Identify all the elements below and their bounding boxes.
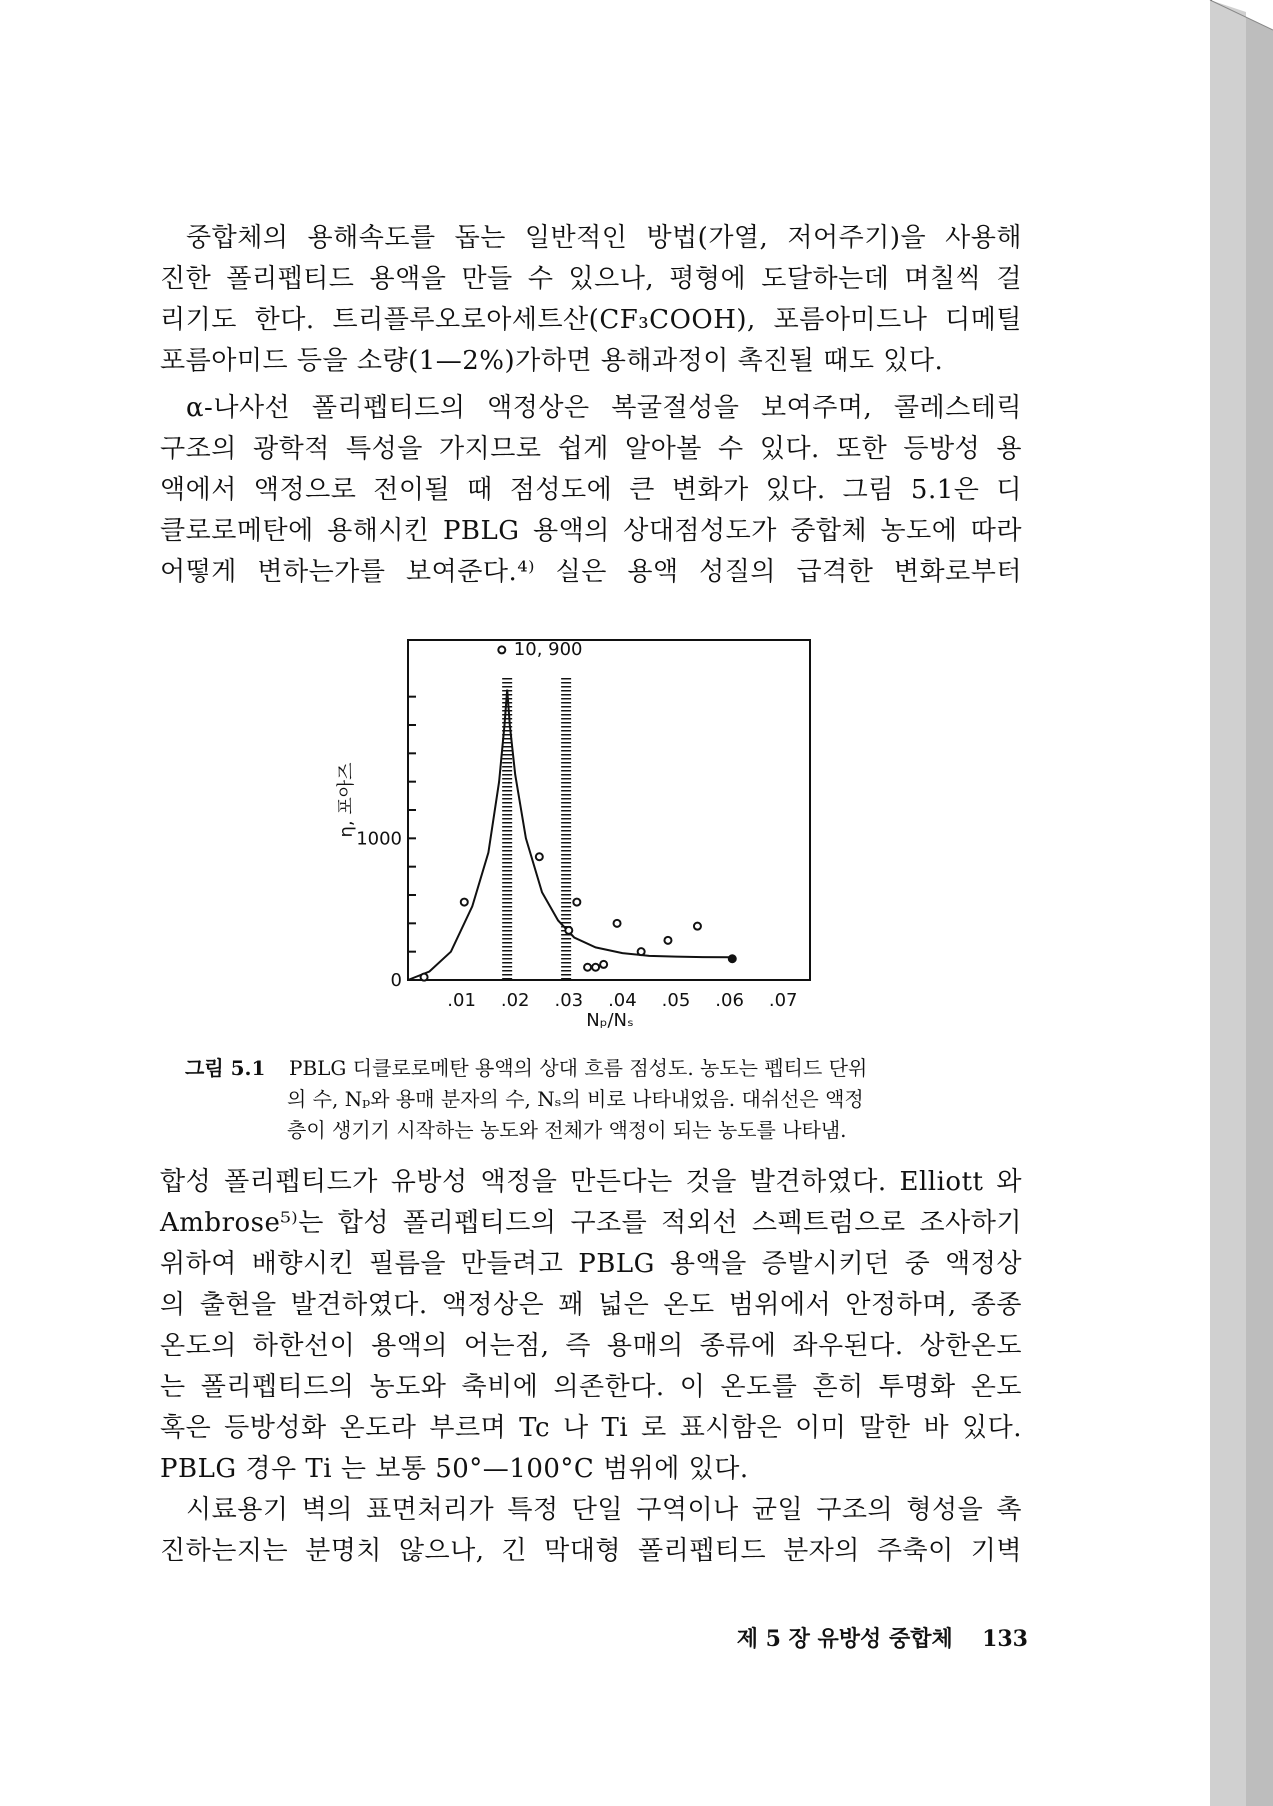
x-tick-label: .07 bbox=[768, 990, 798, 1011]
text-line: 진한 폴리펩티드 용액을 만들 수 있으나, 평형에 도달하는데 며칠씩 걸 bbox=[160, 264, 1022, 294]
text-line: 리기도 한다. 트리플루오로아세트산(CF₃COOH), 포름아미드나 디메틸 bbox=[160, 305, 1022, 335]
x-tick-label: .03 bbox=[554, 990, 584, 1011]
caption-line: 의 수, Nₚ와 용매 분자의 수, Nₛ의 비로 나타내었음. 대쉬선은 액정 bbox=[287, 1087, 864, 1111]
x-tick-label: .01 bbox=[447, 990, 476, 1011]
x-axis-label: Nₚ/Nₛ bbox=[586, 1010, 634, 1031]
x-tick-label: .02 bbox=[500, 990, 530, 1011]
data-point bbox=[694, 923, 701, 930]
data-point bbox=[421, 974, 428, 981]
chapter-title: 제 5 장 유방성 중합체 bbox=[736, 1626, 953, 1652]
viscosity-chart bbox=[330, 630, 850, 1050]
figure-caption bbox=[185, 1053, 1025, 1146]
y-tick-label: 1000 bbox=[356, 828, 402, 850]
page-edge-shadow bbox=[1196, 0, 1273, 1806]
data-point bbox=[638, 948, 645, 955]
text-line: 구조의 광학적 특성을 가지므로 쉽게 알아볼 수 있다. 또한 등방성 용 bbox=[160, 434, 1022, 464]
plot-frame bbox=[408, 640, 810, 980]
text-line: 시료용기 벽의 표면처리가 특정 단일 구역이나 균일 구조의 형성을 촉 bbox=[186, 1495, 1022, 1525]
x-tick-label: .05 bbox=[661, 990, 691, 1011]
y-minor-ticks bbox=[408, 697, 416, 980]
data-point bbox=[584, 964, 591, 971]
y-tick-labels bbox=[356, 828, 402, 991]
data-point bbox=[565, 927, 572, 934]
dashed-lines bbox=[507, 678, 566, 980]
caption-line: PBLG 디클로로메탄 용액의 상대 흐름 점성도. 농도는 펩티드 단위 bbox=[289, 1056, 868, 1080]
text-line: 혹은 등방성화 온도라 부르며 Tc 나 Ti 로 표시함은 이미 말한 바 있다. bbox=[160, 1413, 1022, 1443]
y-tick-label: 0 bbox=[390, 970, 402, 991]
page-number: 133 bbox=[982, 1626, 1028, 1652]
text-line: 어떻게 변하는가를 보여준다.⁴⁾ 실은 용액 성질의 급격한 변화로부터 bbox=[160, 557, 1022, 587]
data-point bbox=[461, 899, 468, 906]
text-line: 의 출현을 발견하였다. 액정상은 꽤 넓은 온도 범위에서 안정하며, 종종 bbox=[160, 1290, 1022, 1320]
outlier-label: 10, 900 bbox=[513, 638, 583, 660]
data-point bbox=[592, 964, 599, 971]
text-line: α-나사선 폴리펩티드의 액정상은 복굴절성을 보여주며, 콜레스테릭 bbox=[186, 393, 1022, 423]
data-point bbox=[664, 937, 671, 944]
caption-label: 그림 5.1 bbox=[185, 1056, 266, 1080]
text-line: 는 폴리펩티드의 농도와 축비에 의존한다. 이 온도를 흔히 투명화 온도 bbox=[160, 1372, 1022, 1402]
data-point bbox=[729, 955, 736, 962]
text-line: 진하는지는 분명치 않으나, 긴 막대형 폴리펩티드 분자의 주축이 기벽 bbox=[160, 1536, 1022, 1566]
caption-line: 층이 생기기 시작하는 농도와 전체가 액정이 되는 농도를 나타냄. bbox=[287, 1118, 847, 1142]
text-line: 위하여 배향시킨 필름을 만들려고 PBLG 용액을 증발시키던 중 액정상 bbox=[160, 1249, 1022, 1279]
paragraph-3 bbox=[160, 1162, 1022, 1490]
text-line: 포름아미드 등을 소량(1—2%)가하면 용해과정이 촉진될 때도 있다. bbox=[160, 346, 944, 376]
y-axis-label: η, 포아즈 bbox=[336, 762, 357, 838]
paragraph-4 bbox=[160, 1490, 1022, 1572]
paragraph-2 bbox=[160, 388, 1022, 593]
data-point bbox=[536, 853, 543, 860]
text-line: 액에서 액정으로 전이될 때 점성도에 큰 변화가 있다. 그림 5.1은 디 bbox=[160, 475, 1022, 505]
text-line: Ambrose⁵⁾는 합성 폴리펩티드의 구조를 적외선 스펙트럼으로 조사하기 bbox=[160, 1208, 1022, 1238]
paragraph-1 bbox=[160, 218, 1022, 382]
text-line: PBLG 경우 Ti 는 보통 50°—100°C 범위에 있다. bbox=[160, 1454, 749, 1484]
page-footer bbox=[668, 1622, 1028, 1653]
data-point bbox=[600, 961, 607, 968]
data-point bbox=[614, 920, 621, 927]
data-point bbox=[573, 899, 580, 906]
text-line: 합성 폴리펩티드가 유방성 액정을 만든다는 것을 발견하였다. Elliott 와 bbox=[160, 1167, 1022, 1197]
text-line: 중합체의 용해속도를 돕는 일반적인 방법(가열, 저어주기)을 사용해 bbox=[186, 223, 1022, 253]
text-line: 온도의 하한선이 용액의 어는점, 즉 용매의 종류에 좌우된다. 상한온도 bbox=[160, 1331, 1022, 1361]
text-line: 클로로메탄에 용해시킨 PBLG 용액의 상대점성도가 중합체 농도에 따라 bbox=[160, 516, 1022, 546]
viscosity-figure bbox=[330, 630, 850, 1050]
x-tick-label: .06 bbox=[715, 990, 744, 1011]
outlier-point bbox=[498, 646, 505, 653]
x-tick-label: .04 bbox=[608, 990, 637, 1011]
x-tick-labels bbox=[447, 990, 797, 1011]
